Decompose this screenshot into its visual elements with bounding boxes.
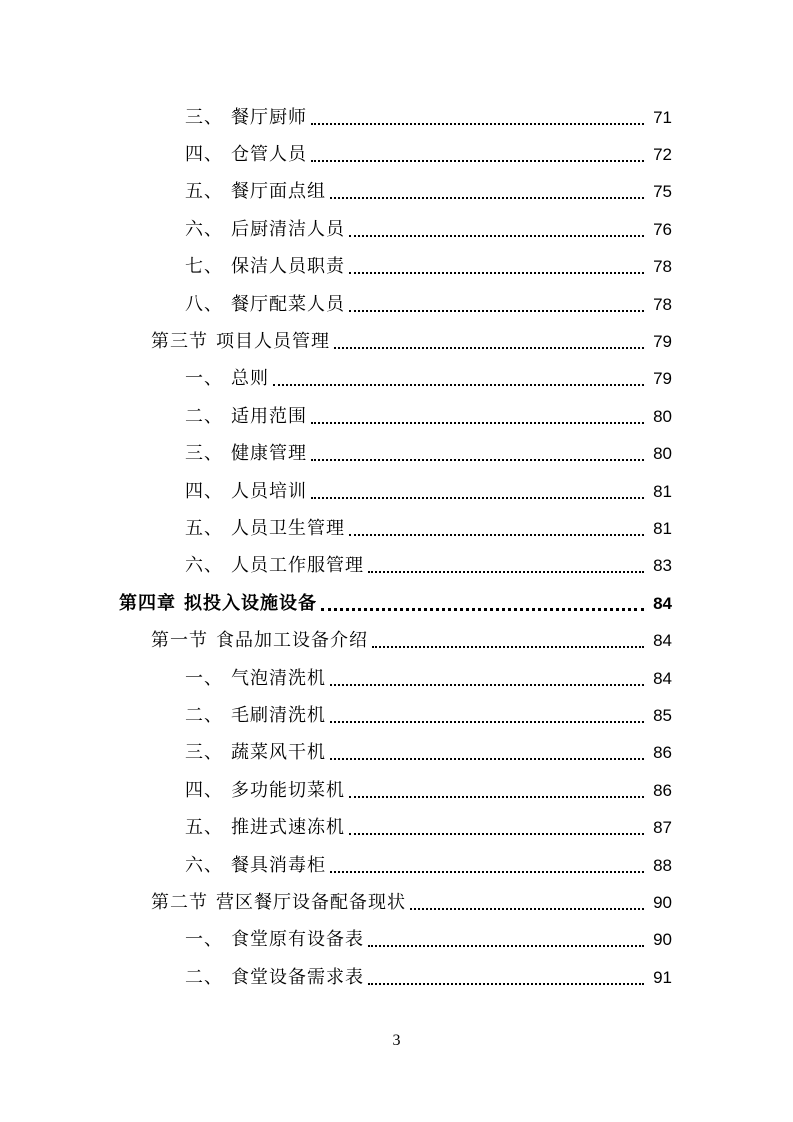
toc-entry[interactable] — [0, 847, 793, 884]
toc-entry[interactable] — [0, 548, 793, 585]
toc-entry-title: 毛刷清洗机 — [231, 704, 326, 726]
toc-entry-title: 食堂设备需求表 — [231, 966, 364, 988]
toc-entry-page: 75 — [653, 182, 672, 202]
toc-entry-number: 五、 — [185, 817, 223, 839]
toc-entry-label — [185, 255, 345, 279]
toc-entry-title: 项目人员管理 — [216, 331, 330, 353]
toc-entry[interactable] — [0, 398, 793, 435]
dot-leader — [368, 571, 644, 573]
toc-entry-title: 气泡清洗机 — [231, 667, 326, 689]
toc-entry-label — [185, 218, 345, 242]
toc-entry[interactable] — [0, 959, 793, 996]
toc-entry-page: 87 — [653, 818, 672, 838]
toc-entry-label — [151, 629, 368, 653]
toc-entry-page: 91 — [653, 967, 672, 987]
dot-leader — [311, 422, 644, 424]
toc-entry-page: 86 — [653, 743, 672, 763]
toc-entry[interactable] — [0, 660, 793, 697]
toc-entry-page: 86 — [653, 780, 672, 800]
toc-entry-page: 79 — [653, 369, 672, 389]
dot-leader — [368, 945, 644, 947]
toc-entry-number: 五、 — [185, 181, 223, 203]
toc-entry-label — [119, 592, 317, 616]
toc-entry[interactable] — [0, 436, 793, 473]
toc-entry-number: 四、 — [185, 144, 223, 166]
toc-entry-number: 二、 — [185, 704, 223, 726]
toc-entry-title: 食品加工设备介绍 — [216, 630, 368, 652]
toc-entry-page: 84 — [653, 593, 672, 613]
toc-entry-page: 84 — [653, 668, 672, 688]
toc-entry-title: 餐厅配菜人员 — [231, 293, 345, 315]
toc-entry-number: 三、 — [185, 106, 223, 128]
toc-chapter-entry[interactable] — [0, 585, 793, 622]
toc-entry-page: 80 — [653, 444, 672, 464]
dot-leader — [273, 384, 644, 386]
toc-entry-title: 蔬菜风干机 — [231, 742, 326, 764]
toc-entry-label — [185, 928, 364, 952]
toc-entry-number: 七、 — [185, 256, 223, 278]
toc-entry-title: 人员培训 — [231, 480, 307, 502]
toc-entry-number: 三、 — [185, 742, 223, 764]
toc-entry-number: 二、 — [185, 405, 223, 427]
dot-leader — [330, 871, 644, 873]
toc-entry-number: 一、 — [185, 368, 223, 390]
toc-entry-label — [185, 405, 307, 429]
dot-leader — [311, 459, 644, 461]
toc-entry-title: 人员工作服管理 — [231, 555, 364, 577]
toc-entry-page: 72 — [653, 145, 672, 165]
toc-entry[interactable] — [0, 174, 793, 211]
dot-leader — [311, 123, 644, 125]
toc-entry-label — [151, 891, 406, 915]
toc-entry-label — [185, 667, 326, 691]
dot-leader — [330, 758, 644, 760]
toc-entry-page: 88 — [653, 855, 672, 875]
toc-entry-number: 一、 — [185, 667, 223, 689]
toc-entry-page: 79 — [653, 332, 672, 352]
toc-entry[interactable] — [0, 809, 793, 846]
dot-leader — [349, 272, 644, 274]
toc-entry-label — [185, 180, 326, 204]
toc-entry-label — [185, 779, 345, 803]
toc-entry-title: 健康管理 — [231, 443, 307, 465]
toc-entry-page: 71 — [653, 107, 672, 127]
toc-entry-title: 多功能切菜机 — [231, 779, 345, 801]
toc-entry-page: 81 — [653, 481, 672, 501]
toc-entry-title: 餐具消毒柜 — [231, 854, 326, 876]
toc-entry-title: 推进式速冻机 — [231, 817, 345, 839]
toc-entry-title: 餐厅面点组 — [231, 181, 326, 203]
toc-entry-page: 78 — [653, 294, 672, 314]
toc-entry-label — [185, 293, 345, 317]
table-of-contents — [0, 99, 793, 996]
toc-entry-number: 四、 — [185, 779, 223, 801]
toc-entry-page: 83 — [653, 556, 672, 576]
dot-leader — [349, 833, 644, 835]
toc-entry-title: 餐厅厨师 — [231, 106, 307, 128]
toc-entry-page: 84 — [653, 631, 672, 651]
toc-entry-page: 90 — [653, 892, 672, 912]
toc-entry-number: 六、 — [185, 218, 223, 240]
toc-entry[interactable] — [0, 286, 793, 323]
dot-leader — [330, 721, 644, 723]
toc-entry-number: 第二节 — [151, 891, 208, 913]
toc-entry-number: 八、 — [185, 293, 223, 315]
toc-entry-title: 适用范围 — [231, 405, 307, 427]
toc-entry-title: 仓管人员 — [231, 144, 307, 166]
page-number: 3 — [392, 1032, 401, 1049]
toc-section-entry[interactable] — [0, 323, 793, 360]
dot-leader — [349, 534, 644, 536]
toc-entry[interactable] — [0, 99, 793, 136]
toc-entry[interactable] — [0, 361, 793, 398]
toc-entry-title: 拟投入设施设备 — [184, 592, 317, 614]
toc-entry[interactable] — [0, 510, 793, 547]
toc-entry[interactable] — [0, 211, 793, 248]
toc-entry-label — [185, 854, 326, 878]
toc-entry[interactable] — [0, 735, 793, 772]
toc-entry[interactable] — [0, 772, 793, 809]
dot-leader — [349, 310, 644, 312]
toc-entry-page: 76 — [653, 219, 672, 239]
toc-entry-label — [185, 741, 326, 765]
toc-entry-number: 一、 — [185, 929, 223, 951]
toc-entry-title: 人员卫生管理 — [231, 517, 345, 539]
toc-entry-number: 四、 — [185, 480, 223, 502]
toc-entry-number: 二、 — [185, 966, 223, 988]
toc-entry-number: 六、 — [185, 555, 223, 577]
toc-section-entry[interactable] — [0, 622, 793, 659]
toc-entry[interactable] — [0, 922, 793, 959]
toc-entry-page: 81 — [653, 518, 672, 538]
toc-entry[interactable] — [0, 697, 793, 734]
dot-leader — [349, 796, 644, 798]
toc-entry-page: 80 — [653, 406, 672, 426]
dot-leader — [349, 235, 644, 237]
toc-entry-number: 三、 — [185, 443, 223, 465]
toc-entry-number: 第四章 — [119, 592, 176, 614]
toc-entry-label — [185, 816, 345, 840]
dot-leader — [311, 160, 644, 162]
toc-entry-label — [151, 330, 330, 354]
toc-entry[interactable] — [0, 473, 793, 510]
toc-entry-label — [185, 367, 269, 391]
dot-leader — [372, 646, 644, 648]
dot-leader — [330, 684, 644, 686]
toc-entry[interactable] — [0, 136, 793, 173]
toc-entry-label — [185, 106, 307, 130]
toc-entry-title: 总则 — [231, 368, 269, 390]
toc-entry-number: 第一节 — [151, 630, 208, 652]
toc-entry-page: 78 — [653, 257, 672, 277]
dot-leader — [321, 608, 644, 611]
toc-entry-page: 90 — [653, 930, 672, 950]
toc-entry-title: 营区餐厅设备配备现状 — [216, 891, 406, 913]
toc-entry-label — [185, 554, 364, 578]
toc-section-entry[interactable] — [0, 884, 793, 921]
toc-entry-label — [185, 442, 307, 466]
dot-leader — [311, 497, 644, 499]
toc-entry-title: 食堂原有设备表 — [231, 929, 364, 951]
toc-entry-label — [185, 517, 345, 541]
toc-entry-label — [185, 704, 326, 728]
dot-leader — [368, 983, 644, 985]
dot-leader — [330, 197, 644, 199]
dot-leader — [334, 347, 644, 349]
toc-entry[interactable] — [0, 249, 793, 286]
dot-leader — [410, 908, 644, 910]
toc-entry-page: 85 — [653, 705, 672, 725]
toc-entry-title: 保洁人员职责 — [231, 256, 345, 278]
toc-entry-number: 六、 — [185, 854, 223, 876]
toc-entry-number: 第三节 — [151, 331, 208, 353]
toc-entry-label — [185, 480, 307, 504]
toc-entry-title: 后厨清洁人员 — [231, 218, 345, 240]
toc-entry-number: 五、 — [185, 517, 223, 539]
toc-entry-label — [185, 966, 364, 990]
toc-entry-label — [185, 143, 307, 167]
